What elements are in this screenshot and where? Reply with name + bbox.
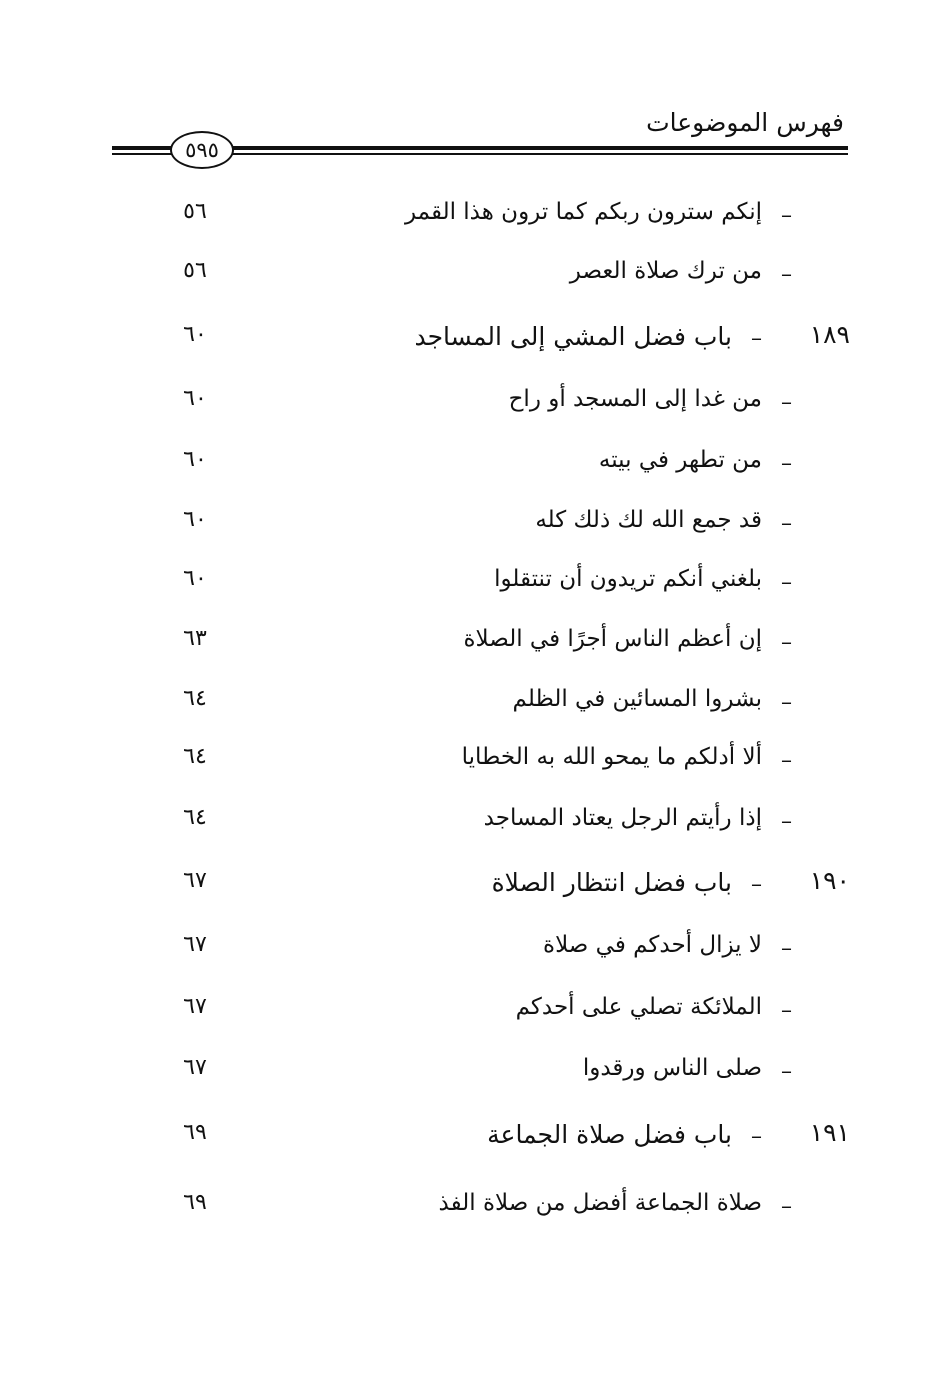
entry-page-number: ٦٠: [183, 447, 207, 472]
entry-title: صلاة الجماعة أفضل من صلاة الفذ: [438, 1190, 762, 1216]
page-number-badge: [170, 131, 234, 169]
entry-page-number: ٦٩: [183, 1190, 207, 1215]
toc-entry-row: [0, 564, 948, 604]
toc-entry-row: [0, 684, 948, 724]
entry-page-number: ٦٤: [183, 744, 207, 769]
toc-entry-row: [0, 803, 948, 843]
chapter-title: باب فضل المشي إلى المساجد: [414, 322, 732, 351]
entry-title: بشروا المسائين في الظلم: [512, 686, 762, 712]
chapter-number: ١٨٩: [809, 320, 850, 349]
entry-page-number: ٦٠: [183, 507, 207, 532]
toc-entry-row: [0, 445, 948, 485]
entry-page-number: ٦٠: [183, 322, 207, 347]
toc-entry-row: [0, 930, 948, 970]
toc-entry-row: [0, 256, 948, 296]
chapter-number: ١٩١: [809, 1118, 850, 1147]
toc-entry-row: [0, 384, 948, 424]
entry-page-number: ٥٦: [183, 199, 207, 224]
entry-page-number: ٦٤: [183, 686, 207, 711]
entry-dash: –: [781, 262, 792, 287]
toc-entry-row: [0, 197, 948, 237]
entry-page-number: ٦٧: [183, 994, 207, 1019]
entry-dash: –: [781, 570, 792, 595]
entry-title: قد جمع الله لك ذلك كله: [535, 507, 762, 533]
entry-page-number: ٦٤: [183, 805, 207, 830]
entry-title: بلغني أنكم تريدون أن تنتقلوا: [494, 566, 762, 592]
toc-chapter-row: [0, 866, 948, 906]
entry-page-number: ٦٣: [183, 626, 207, 651]
entry-title: لا يزال أحدكم في صلاة: [543, 932, 762, 958]
entry-page-number: ٥٦: [183, 258, 207, 283]
toc-chapter-row: [0, 320, 948, 360]
entry-dash: –: [781, 511, 792, 536]
entry-title: من ترك صلاة العصر: [569, 258, 762, 284]
toc-entry-row: [0, 1053, 948, 1093]
toc-entry-row: [0, 505, 948, 545]
toc-entry-row: [0, 624, 948, 664]
entry-title: صلى الناس ورقدوا: [582, 1055, 762, 1081]
entry-dash: –: [781, 203, 792, 228]
entry-dash: –: [781, 390, 792, 415]
entry-dash: –: [751, 326, 762, 351]
entry-dash: –: [781, 630, 792, 655]
entry-dash: –: [781, 998, 792, 1023]
entry-title: ألا أدلكم ما يمحو الله به الخطايا: [461, 744, 762, 770]
entry-dash: –: [751, 872, 762, 897]
entry-dash: –: [781, 748, 792, 773]
toc-entry-row: [0, 1188, 948, 1228]
entry-page-number: ٦٧: [183, 932, 207, 957]
entry-title: من غدا إلى المسجد أو راح: [508, 386, 762, 412]
toc-entry-row: [0, 992, 948, 1032]
entry-dash: –: [781, 1194, 792, 1219]
entry-dash: –: [781, 809, 792, 834]
entry-page-number: ٦٠: [183, 566, 207, 591]
chapter-title: باب فضل انتظار الصلاة: [491, 868, 732, 897]
entry-dash: –: [781, 451, 792, 476]
entry-page-number: ٦٠: [183, 386, 207, 411]
entry-title: إن أعظم الناس أجرًا في الصلاة: [463, 626, 762, 652]
entry-title: الملائكة تصلي على أحدكم: [515, 994, 762, 1020]
chapter-title: باب فضل صلاة الجماعة: [487, 1120, 732, 1149]
entry-title: إنكم سترون ربكم كما ترون هذا القمر: [404, 199, 762, 225]
toc-entry-row: [0, 742, 948, 782]
entry-page-number: ٦٧: [183, 1055, 207, 1080]
entry-dash: –: [781, 936, 792, 961]
entry-dash: –: [781, 1059, 792, 1084]
entry-page-number: ٦٩: [183, 1120, 207, 1145]
toc-chapter-row: [0, 1118, 948, 1158]
running-header-title: فهرس الموضوعات: [646, 108, 844, 137]
page-number: ٥٩٥: [185, 138, 219, 162]
entry-dash: –: [751, 1124, 762, 1149]
entry-dash: –: [781, 690, 792, 715]
entry-title: إذا رأيتم الرجل يعتاد المساجد: [483, 805, 762, 831]
chapter-number: ١٩٠: [809, 866, 850, 895]
entry-page-number: ٦٧: [183, 868, 207, 893]
entry-title: من تطهر في بيته: [598, 447, 762, 473]
